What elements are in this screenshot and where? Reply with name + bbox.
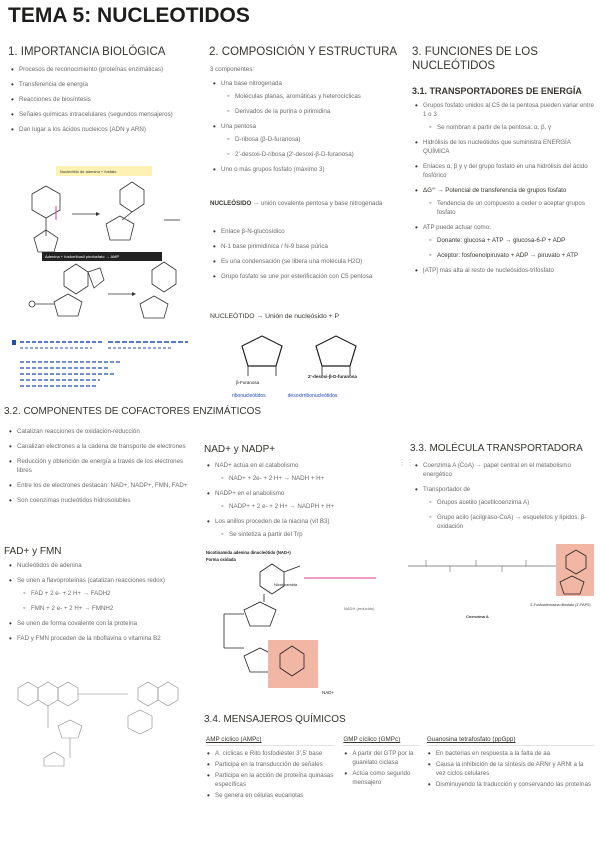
section-3-1-heading: 3.1. TRANSPORTADORES DE ENERGÍA xyxy=(412,86,582,96)
list-item: ◦ 2'-desoxi-D-ribosa (2'-desoxi-β-D-furanosa) xyxy=(226,151,397,160)
sugar-figure xyxy=(226,326,386,398)
list-item: ◦ Se nombran a partir de la pentosa: α, β, γ xyxy=(428,124,594,133)
list-item: • Actúa como segundo mensajero xyxy=(343,770,419,788)
section-2-components xyxy=(212,80,397,181)
list-item: • Reacciones de biosíntesis xyxy=(10,96,190,105)
messenger-col-ampc xyxy=(206,736,335,803)
list-item: • Una pentosa xyxy=(212,123,397,132)
list-item: • NADP+ en el anabolismo xyxy=(206,490,396,499)
fad-heading: FAD+ y FMN xyxy=(4,546,62,557)
list-item: • ATP puede actuar como: xyxy=(414,224,594,233)
list-item: • Uno o más grupos fosfato (máximo 3) xyxy=(212,166,397,175)
list-item: ◦ NAD+ + 2e- + 2 H+ → NADH + H+ xyxy=(220,475,396,484)
drag-handle-icon[interactable]: ⋮⋮ xyxy=(398,458,414,467)
list-item: • Disminuyendo la traducción y conservando las proteínas xyxy=(427,781,594,790)
sugar-2-name: 2'-desoxi-β-D-furanosa xyxy=(308,374,357,379)
list-item: • FAD y FMN proceden de la riboflavina o vitamina B2 xyxy=(8,635,198,644)
section-3-4-heading: 3.4. MENSAJEROS QUÍMICOS xyxy=(204,714,346,725)
nad-fig-nadh: NADH (reducido) xyxy=(344,606,375,611)
list-item: ◦ Se sintetiza a partir del Trp xyxy=(220,531,396,540)
list-item: • Transportador de xyxy=(414,486,594,495)
section-3-2-heading: 3.2. COMPONENTES DE COFACTORES ENZIMÁTICOS xyxy=(4,406,262,417)
nucleosido-list xyxy=(212,228,397,288)
fig-label-2: Adenina + fosforribosil pirofosfato → AMP xyxy=(45,254,120,259)
section-1-heading: 1. IMPORTANCIA BIOLÓGICA xyxy=(8,46,166,58)
section-1-figure xyxy=(12,164,192,390)
fad-list xyxy=(8,562,198,650)
list-item: • Transferencia de energía xyxy=(10,81,190,90)
list-item: • Reducción y obtención de energía a través de los electrones libres xyxy=(8,458,198,476)
list-item: • Se unen de forma covalente con la proteína xyxy=(8,620,198,629)
col-title: GMP cíclico (GMPc) xyxy=(343,736,401,743)
nad-fig-title: Nicotinamida adenina dinucleótido (NAD+) xyxy=(206,550,291,555)
list-item: • Enlace β-N-glucosídico xyxy=(212,228,397,237)
list-item: • Dan lugar a los ácidos nucleicos (ADN y ARN) xyxy=(10,126,190,135)
list-item: • En bacterias en respuesta a la falta de aa xyxy=(427,750,594,759)
list-item: • Es una condensación (se libera una molécula H2O) xyxy=(212,258,397,267)
list-item: • A partir del GTP por la guanilato ciclasa xyxy=(343,750,419,768)
list-item: • ΔG°' → Potencial de transferencia de grupos fosfato xyxy=(414,187,594,196)
page-title: TEMA 5: NUCLEOTIDOS xyxy=(8,4,250,27)
coa-caption-1: Coenzima A xyxy=(466,614,489,619)
nad-heading: NAD+ y NADP+ xyxy=(204,444,276,455)
list-item: • Catalizan reacciones de oxidación-reducción xyxy=(8,428,198,437)
list-item: • Hidrólisis de los nucleótidos que suministra ENERGÍA QUÍMICA xyxy=(414,139,594,157)
messenger-col-gmpc xyxy=(343,736,419,803)
list-item: • Participa en la transducción de señales xyxy=(206,761,335,770)
list-item: • A. cíclicas e Rito fosfodiéster 3',5' base xyxy=(206,750,335,759)
caption-ribo: ribonucleótidos xyxy=(232,393,266,399)
list-item: ◦ Donante: glucosa + ATP → glucosa-6-P + ADP xyxy=(428,237,594,246)
messenger-col-ppgpp xyxy=(427,736,594,803)
nucleosido-text: → unión covalente pentosa y base nitrogenada xyxy=(253,200,383,207)
list-item: • Los anillos proceden de la niacina (vit B3) xyxy=(206,518,396,527)
list-item: • Grupos fosfato unidos al C5 de la pentosa pueden variar entre 1 o 3 xyxy=(414,102,594,120)
nad-fig-sub: Forma oxidada xyxy=(206,557,236,562)
coa-caption-2: 3'-Fosfoadenosina difosfato (3'-PAPS) xyxy=(530,603,591,607)
list-item: ◦ Derivados de la purina o pirimidina xyxy=(226,108,397,117)
messengers-table xyxy=(206,736,594,803)
section-2-heading: 2. COMPOSICIÓN Y ESTRUCTURA xyxy=(209,46,398,58)
list-item: ◦ NADP+ + 2 e- + 2 H+ → NADPH + H+ xyxy=(220,503,396,512)
list-item: • NAD+ actúa en el catabolismo xyxy=(206,462,396,471)
list-item: • Se unen a flavoproteínas (catalizan reacciones redox) xyxy=(8,577,198,586)
sugar-1-name: β-Furanosa xyxy=(236,380,260,385)
section-2-intro: 3 componentes: xyxy=(210,66,255,73)
list-item: ◦ Moléculas planas, aromáticas y heterocíclicas xyxy=(226,93,397,102)
list-item: ◦ Tendencia de un compuesto a ceder o aceptar grupos fosfato xyxy=(428,200,594,218)
list-item: • Señales químicas intracelulares (segundos mensajeros) xyxy=(10,111,190,120)
list-item: • Entre los de electrones destacan: NAD+, NADP+, FMN, FAD+ xyxy=(8,482,198,491)
section-3-1-list xyxy=(414,102,594,282)
section-3-2-list xyxy=(8,428,198,512)
col-title: AMP cíclico (AMPc) xyxy=(206,736,262,743)
list-item: ◦ FAD + 2 e- + 2 H+ → FADH2 xyxy=(22,590,198,599)
list-item: • Son coenzimas nucleótidos hidrosolubles xyxy=(8,497,198,506)
fig-label-1: Nucleótido de adenina + fosfato xyxy=(60,169,117,174)
nad-fig-nad: NAD+ xyxy=(322,690,335,695)
list-item: • Procesos de reconocimiento (proteínas enzimáticas) xyxy=(10,66,190,75)
nad-fig-nicotinamida: Nicotinamida xyxy=(274,582,298,587)
list-item: • Causa la inhibición de la síntesis de ARNr y ARNt a la vez ciclos celulares xyxy=(427,761,594,779)
list-item: • Canalizan electrones a la cadena de transporte de electrones xyxy=(8,443,198,452)
list-item: • Nucleótidos de adenina xyxy=(8,562,198,571)
nad-structure-figure xyxy=(204,548,394,698)
list-item: • Enlaces α, β y γ del grupo fosfato en una hidrólisis del ácido fosfórico xyxy=(414,163,594,181)
section-1-list xyxy=(10,66,190,141)
list-item: ◦ FMN + 2 e- + 2 H+ → FMNH2 xyxy=(22,605,198,614)
list-item: • Se genera en células eucariotas xyxy=(206,792,335,801)
list-item: • N-1 base pirimidínica / N-9 base púrica xyxy=(212,243,397,252)
caption-desoxi: desoxirribonucleótidos xyxy=(287,393,338,399)
list-item: ◦ Aceptor: fosfoenolpiruvato + ADP → piruvato + ATP xyxy=(428,252,594,261)
nucleotido-definition: NUCLEÓTIDO → Unión de nucleósido + P xyxy=(210,313,340,320)
coa-structure-figure xyxy=(406,540,596,620)
section-3-3-heading: 3.3. MOLÉCULA TRANSPORTADORA xyxy=(410,443,583,454)
section-3-heading: 3. FUNCIONES DE LOS NUCLEÓTIDOS xyxy=(412,46,538,72)
list-item: • Coenzima A (CoA) → papel central en el metabolismo energético xyxy=(414,462,594,480)
nucleosido-definition xyxy=(210,200,395,209)
list-item: • Participa en la acción de proteína quinasas específicas xyxy=(206,772,335,790)
list-item: • Grupo fosfato se une por esterificación con C5 pentosa xyxy=(212,273,397,282)
col-title: Guanosina tetrafosfato (ppGpp) xyxy=(426,736,516,743)
nucleosido-label: NUCLEÓSIDO xyxy=(210,200,252,207)
list-item: ◦ Grupo acilo (acilgraso-CoA) → esqueletos y lípidos, β-oxidación xyxy=(428,514,594,532)
section-3-3-list xyxy=(414,462,594,538)
nad-list xyxy=(206,462,396,546)
list-item: • Una base nitrogenada xyxy=(212,80,397,89)
list-item: • [ATP] más alta al resto de nucleósidos-trifosfato xyxy=(414,267,594,276)
fad-structure-figure xyxy=(8,676,198,768)
list-item: ◦ D-ribosa (β-D-furanosa) xyxy=(226,136,397,145)
list-item: ◦ Grupos acetilo (acetilcoenzima A) xyxy=(428,499,594,508)
